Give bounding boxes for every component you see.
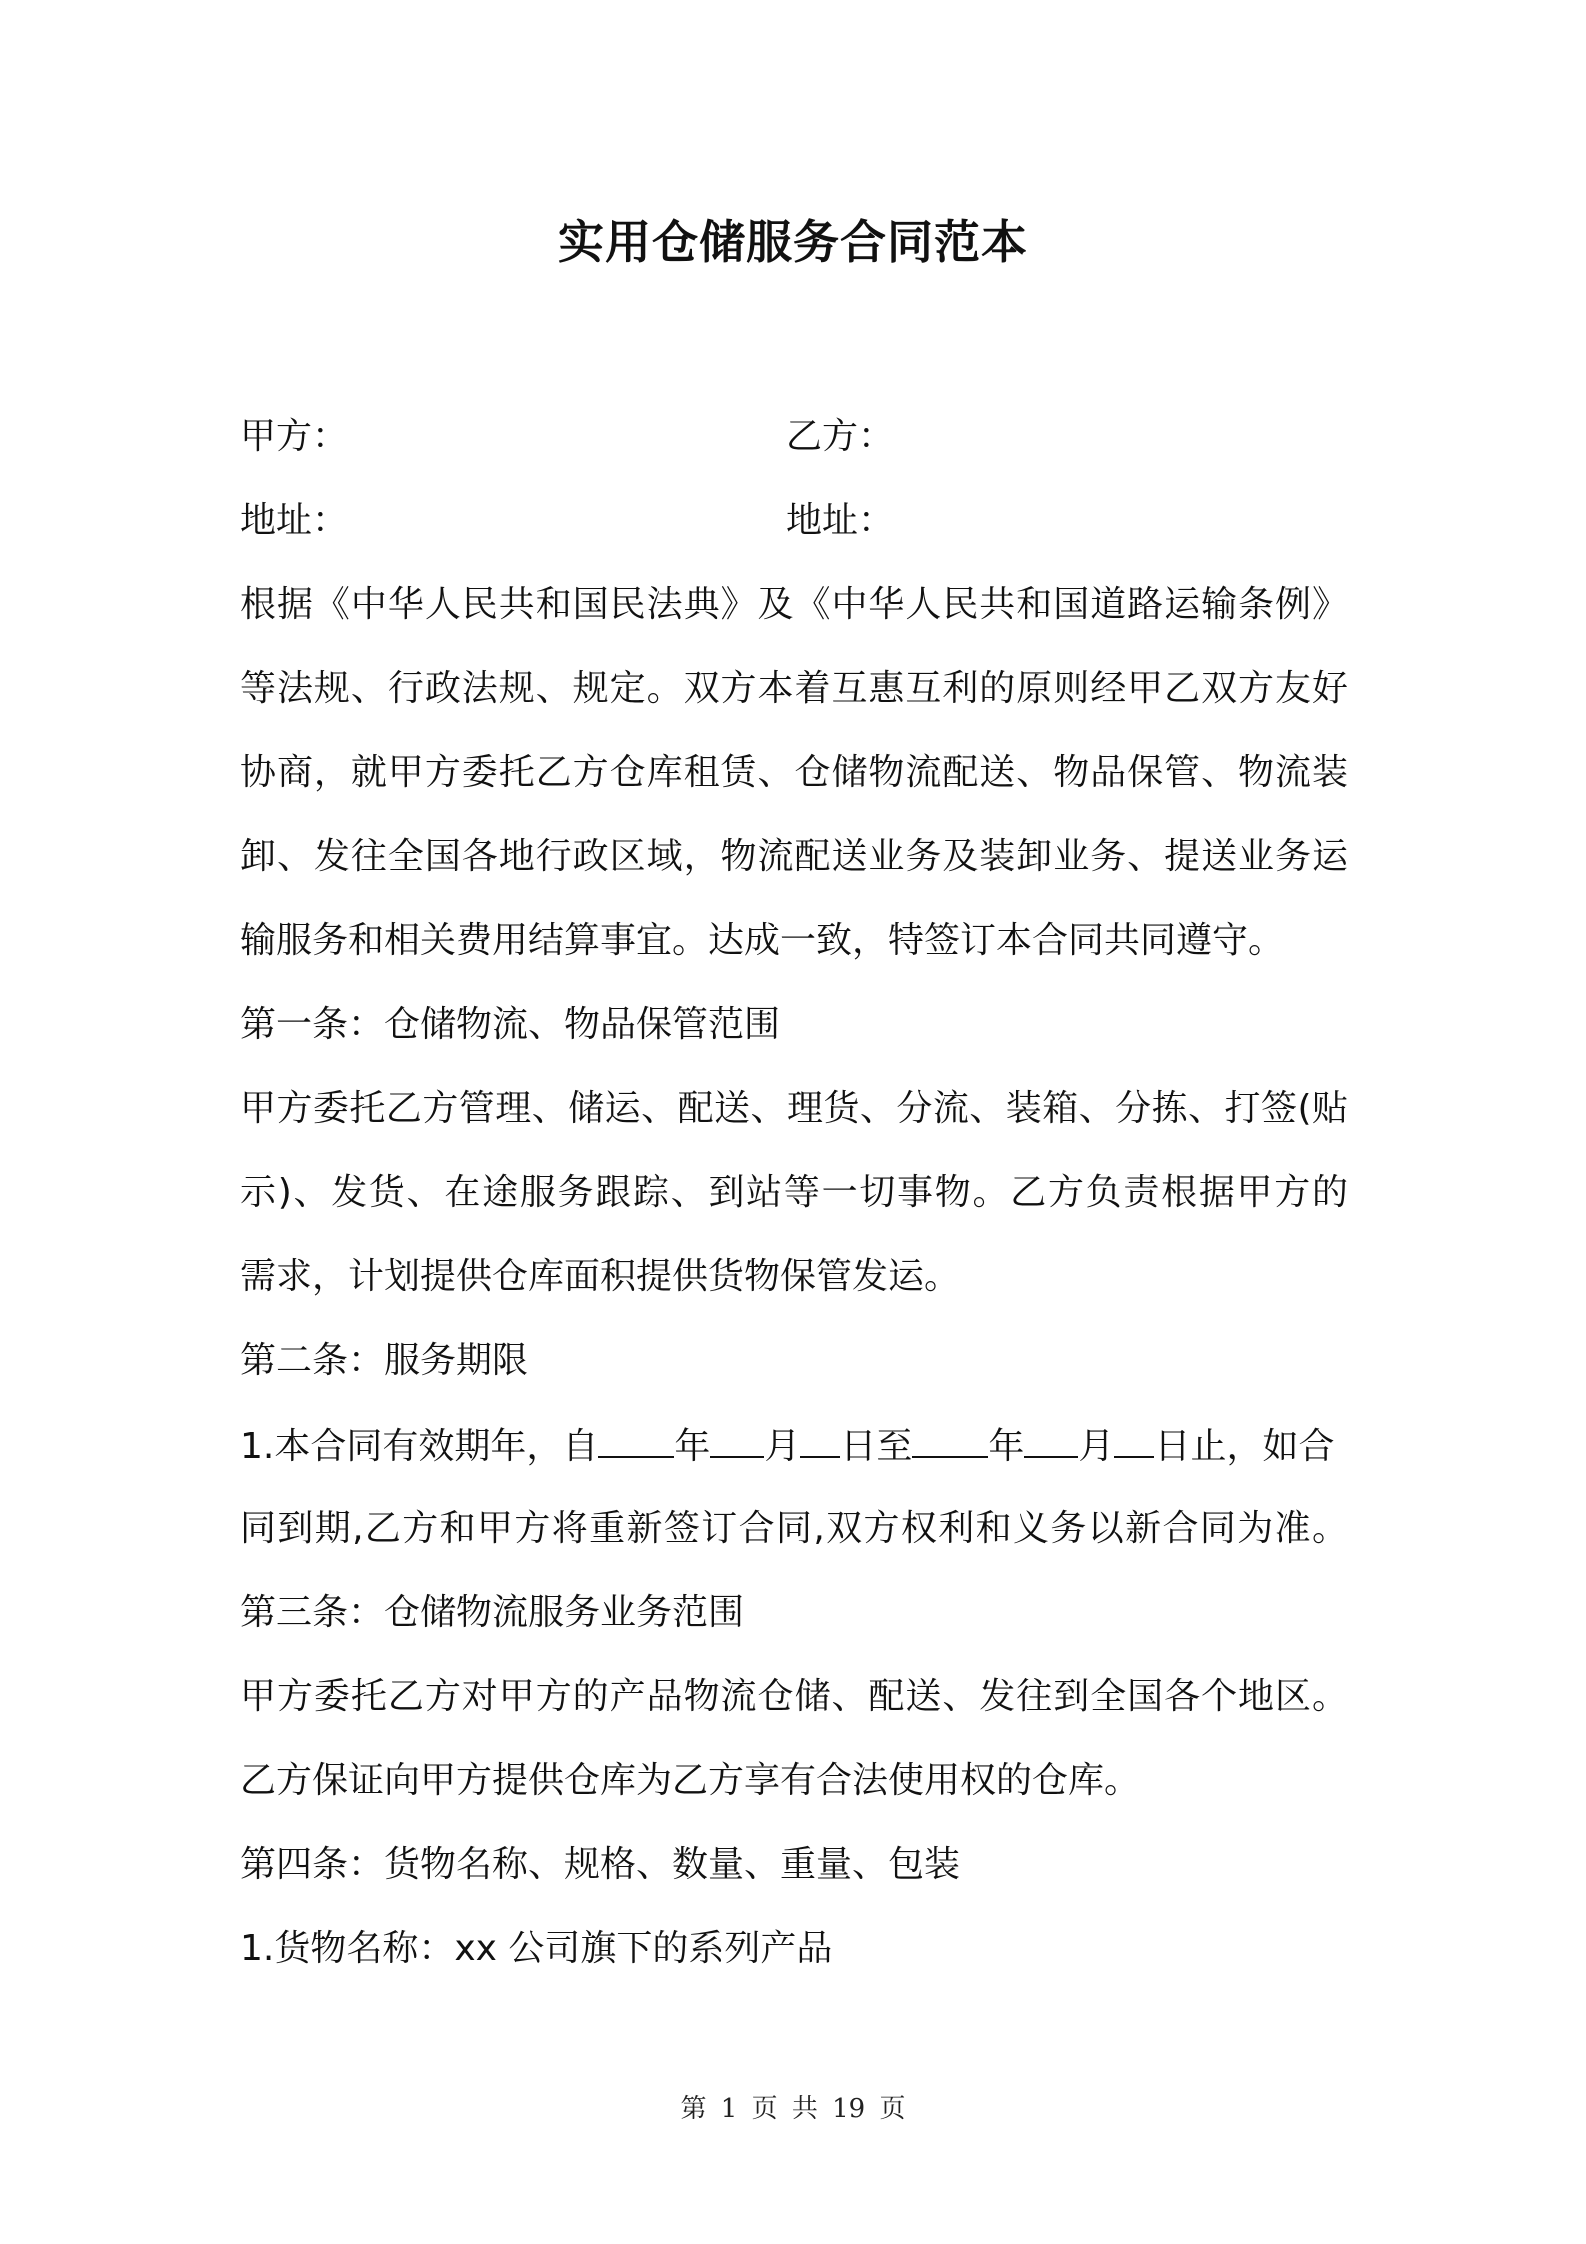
- end-year-blank[interactable]: [912, 1420, 988, 1458]
- article2-text-1: 1.本合同有效期年，自: [240, 1426, 599, 1467]
- party-a-label: 甲方：: [240, 416, 349, 457]
- article2-text-3: 月: [764, 1426, 801, 1467]
- article3-heading: 第三条：仓储物流服务业务范围: [240, 1592, 745, 1633]
- document-title: 实用仓储服务合同范本: [558, 215, 1028, 269]
- article2-text-2: 年: [674, 1426, 711, 1467]
- address-a-label: 地址：: [240, 500, 349, 541]
- article1-line-2: 示)、发货、在途服务跟踪、到站等一切事物。乙方负责根据甲方的: [240, 1172, 1348, 1213]
- article2-heading: 第二条：服务期限: [240, 1340, 529, 1381]
- start-month-blank[interactable]: [710, 1420, 764, 1458]
- article2-text-6: 月: [1078, 1426, 1115, 1467]
- end-day-blank[interactable]: [1114, 1420, 1154, 1458]
- preamble-line-4: 卸、发往全国各地行政区域，物流配送业务及装卸业务、提送业务运: [240, 836, 1348, 877]
- preamble-line-1: 根据《中华人民共和国民法典》及《中华人民共和国道路运输条例》: [240, 584, 1348, 625]
- article4-heading: 第四条：货物名称、规格、数量、重量、包装: [240, 1844, 961, 1885]
- address-b-label: 地址：: [786, 500, 895, 541]
- start-year-blank[interactable]: [598, 1420, 674, 1458]
- preamble-line-3: 协商，就甲方委托乙方仓库租赁、仓储物流配送、物品保管、物流装: [240, 752, 1348, 793]
- article2-text-4: 日至: [840, 1426, 913, 1467]
- page-footer: 第 1 页 共 19 页: [680, 2094, 906, 2124]
- article2-text-5: 年: [988, 1426, 1025, 1467]
- end-month-blank[interactable]: [1024, 1420, 1078, 1458]
- article3-line-1: 甲方委托乙方对甲方的产品物流仓储、配送、发往到全国各个地区。: [240, 1676, 1348, 1717]
- party-b-label: 乙方：: [786, 416, 895, 457]
- article2-text-7: 日止，如合: [1154, 1426, 1335, 1467]
- start-day-blank[interactable]: [800, 1420, 840, 1458]
- preamble-line-2: 等法规、行政法规、规定。双方本着互惠互利的原则经甲乙双方友好: [240, 668, 1348, 709]
- article1-heading: 第一条：仓储物流、物品保管范围: [240, 1004, 781, 1045]
- article2-line-1: [240, 1420, 1334, 1472]
- article1-line-1: 甲方委托乙方管理、储运、配送、理货、分流、装箱、分拣、打签(贴: [240, 1088, 1348, 1129]
- preamble-line-5: 输服务和相关费用结算事宜。达成一致，特签订本合同共同遵守。: [240, 920, 1285, 961]
- article3-line-2: 乙方保证向甲方提供仓库为乙方享有合法使用权的仓库。: [240, 1760, 1141, 1801]
- article2-line-2: 同到期,乙方和甲方将重新签订合同,双方权利和义务以新合同为准。: [240, 1508, 1348, 1549]
- article4-item-1: 1.货物名称：xx 公司旗下的系列产品: [240, 1928, 833, 1969]
- article1-line-3: 需求，计划提供仓库面积提供货物保管发运。: [240, 1256, 961, 1297]
